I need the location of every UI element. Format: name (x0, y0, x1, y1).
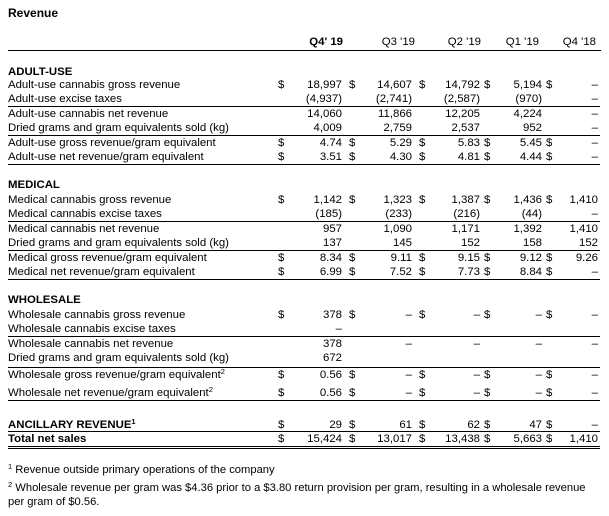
table-row (8, 150, 600, 164)
row-label-text: Wholesale net revenue/gram equivalent (8, 387, 209, 399)
value-cell: 158 (522, 237, 542, 249)
currency-symbol: $ (546, 151, 553, 163)
value-cell: 14,792 (445, 79, 480, 91)
section-wholesale: WHOLESALE (8, 294, 81, 306)
row-label (8, 207, 162, 221)
value-cell: (2,587) (443, 93, 480, 105)
currency-symbol: $ (484, 309, 491, 321)
currency-symbol: $ (419, 151, 426, 163)
value-cell: 1,171 (451, 223, 480, 235)
currency-symbol: $ (484, 419, 491, 431)
currency-symbol: $ (419, 419, 426, 431)
row-label (8, 432, 86, 446)
row-label-text: Medical net revenue/gram equivalent (8, 266, 195, 278)
value-cell: 5.29 (389, 137, 412, 149)
currency-symbol: $ (419, 266, 426, 278)
row-label-text: Dried grams and gram equivalents sold (kg) (8, 237, 229, 249)
row-label-text: Medical cannabis net revenue (8, 223, 160, 235)
row-label (8, 136, 216, 150)
row-label (8, 236, 229, 250)
column-header-q4-18: Q4 '18 (562, 36, 596, 48)
currency-symbol: $ (546, 419, 553, 431)
currency-symbol: $ (419, 369, 426, 381)
value-cell: 13,438 (445, 433, 480, 445)
value-cell: 672 (322, 352, 342, 364)
value-cell: 145 (392, 237, 412, 249)
value-cell: – (591, 137, 598, 149)
currency-symbol: $ (278, 266, 285, 278)
row-label (8, 121, 229, 135)
column-header-q1-19: Q1 '19 (505, 36, 539, 48)
value-cell: – (591, 93, 598, 105)
currency-symbol: $ (278, 419, 285, 431)
footnote-ref: 2 (208, 385, 213, 394)
currency-symbol: $ (419, 309, 426, 321)
value-cell: – (591, 369, 598, 381)
row-divider (8, 135, 600, 136)
footnote-1-text: Revenue outside primary operations of the company (15, 464, 275, 476)
currency-symbol: $ (419, 194, 426, 206)
table-row (8, 78, 600, 92)
currency-symbol: $ (278, 137, 285, 149)
currency-symbol: $ (484, 266, 491, 278)
row-label-text: Adult-use excise taxes (8, 93, 122, 105)
value-cell: 1,410 (569, 223, 598, 235)
header-divider (8, 50, 601, 51)
row-label (8, 351, 229, 365)
row-label (8, 386, 213, 400)
currency-symbol: $ (349, 419, 356, 431)
value-cell: – (591, 387, 598, 399)
row-divider (8, 367, 600, 368)
value-cell: 5.45 (519, 137, 542, 149)
row-label (8, 92, 122, 106)
value-cell: – (473, 387, 480, 399)
row-label-text: Adult-use cannabis net revenue (8, 108, 169, 120)
currency-symbol: $ (546, 252, 553, 264)
value-cell: – (473, 338, 480, 350)
table-row (8, 418, 600, 432)
value-cell: 47 (529, 419, 542, 431)
value-cell: 7.52 (389, 266, 412, 278)
value-cell: – (591, 151, 598, 163)
value-cell: 4.30 (389, 151, 412, 163)
table-row (8, 386, 600, 400)
table-row (8, 193, 600, 207)
value-cell: 5,663 (513, 433, 542, 445)
value-cell: 13,017 (377, 433, 412, 445)
row-label (8, 308, 185, 322)
currency-symbol: $ (278, 369, 285, 381)
value-cell: 957 (322, 223, 342, 235)
value-cell: – (473, 369, 480, 381)
currency-symbol: $ (349, 369, 356, 381)
value-cell: – (473, 309, 480, 321)
row-label-text: Adult-use net revenue/gram equivalent (8, 151, 204, 163)
value-cell: 2,537 (451, 122, 480, 134)
row-divider (8, 336, 600, 337)
value-cell: 12,205 (445, 108, 480, 120)
value-cell: 14,060 (307, 108, 342, 120)
currency-symbol: $ (349, 79, 356, 91)
table-row (8, 222, 600, 236)
currency-symbol: $ (546, 137, 553, 149)
row-label-text: ANCILLARY REVENUE (8, 419, 132, 431)
value-cell: – (591, 208, 598, 220)
table-row (8, 136, 600, 150)
value-cell: 14,607 (377, 79, 412, 91)
currency-symbol: $ (278, 309, 285, 321)
value-cell: 1,410 (569, 194, 598, 206)
row-divider (8, 279, 600, 280)
currency-symbol: $ (546, 433, 553, 445)
footnote-2 (8, 481, 601, 509)
currency-symbol: $ (278, 151, 285, 163)
table-row (8, 236, 600, 250)
value-cell: – (335, 323, 342, 335)
row-label-text: Wholesale gross revenue/gram equivalent (8, 369, 221, 381)
value-cell: (216) (453, 208, 480, 220)
value-cell: – (405, 338, 412, 350)
value-cell: 9.11 (390, 252, 412, 264)
value-cell: 11,866 (378, 108, 412, 120)
value-cell: 0.56 (319, 369, 342, 381)
currency-symbol: $ (349, 433, 356, 445)
footnote-ref: 1 (131, 417, 136, 426)
value-cell: – (405, 387, 412, 399)
currency-symbol: $ (278, 387, 285, 399)
table-row (8, 107, 600, 121)
value-cell: (233) (385, 208, 412, 220)
value-cell: 9.26 (575, 252, 598, 264)
value-cell: 0.56 (319, 387, 342, 399)
value-cell: 4.44 (519, 151, 542, 163)
currency-symbol: $ (349, 252, 356, 264)
value-cell: 6.99 (319, 266, 342, 278)
row-label-text: Total net sales (8, 433, 87, 445)
total-double-rule (8, 446, 600, 449)
value-cell: 9.15 (457, 252, 480, 264)
row-divider (8, 431, 600, 432)
row-label (8, 368, 225, 382)
value-cell: (185) (315, 208, 342, 220)
table-row (8, 121, 600, 135)
row-divider (8, 106, 600, 107)
currency-symbol: $ (419, 137, 426, 149)
value-cell: (2,741) (375, 93, 412, 105)
value-cell: 29 (329, 419, 342, 431)
value-cell: – (535, 369, 542, 381)
currency-symbol: $ (546, 309, 553, 321)
value-cell: – (591, 108, 598, 120)
value-cell: 378 (322, 338, 342, 350)
page-title: Revenue (8, 6, 59, 20)
value-cell: – (591, 309, 598, 321)
table-row (8, 207, 600, 221)
value-cell: 8.34 (319, 252, 342, 264)
row-divider (8, 400, 600, 401)
footnote-1-marker: 1 (8, 462, 13, 471)
row-divider (8, 250, 600, 251)
currency-symbol: $ (419, 252, 426, 264)
row-label (8, 150, 204, 164)
footnote-ref: 2 (220, 367, 225, 376)
currency-symbol: $ (546, 194, 553, 206)
column-header-q4-19: Q4' 19 (309, 36, 343, 48)
row-label (8, 337, 173, 351)
footnote-1 (8, 463, 601, 477)
currency-symbol: $ (484, 252, 491, 264)
table-row (8, 265, 600, 279)
row-label-text: Adult-use cannabis gross revenue (8, 79, 181, 91)
value-cell: 62 (467, 419, 480, 431)
value-cell: 4,009 (313, 122, 342, 134)
value-cell: – (591, 266, 598, 278)
value-cell: 137 (322, 237, 342, 249)
row-divider (8, 164, 600, 165)
value-cell: 4.74 (319, 137, 342, 149)
value-cell: 15,424 (307, 433, 342, 445)
currency-symbol: $ (484, 151, 491, 163)
value-cell: (44) (521, 208, 542, 220)
currency-symbol: $ (484, 387, 491, 399)
currency-symbol: $ (419, 79, 426, 91)
currency-symbol: $ (349, 137, 356, 149)
row-label (8, 265, 195, 279)
section-adult-use: ADULT-USE (8, 66, 73, 78)
currency-symbol: $ (278, 252, 285, 264)
value-cell: – (535, 387, 542, 399)
currency-symbol: $ (278, 433, 285, 445)
currency-symbol: $ (546, 79, 553, 91)
currency-symbol: $ (484, 79, 491, 91)
row-label-text: Wholesale cannabis gross revenue (8, 309, 186, 321)
value-cell: 4.81 (457, 151, 480, 163)
column-header-q3-19: Q3 '19 (381, 36, 415, 48)
currency-symbol: $ (484, 194, 491, 206)
row-label (8, 193, 171, 207)
currency-symbol: $ (484, 369, 491, 381)
section-medical: MEDICAL (8, 179, 60, 191)
currency-symbol: $ (546, 387, 553, 399)
value-cell: 8.84 (519, 266, 542, 278)
currency-symbol: $ (484, 137, 491, 149)
footnote-2-marker: 2 (8, 480, 13, 489)
currency-symbol: $ (419, 387, 426, 399)
currency-symbol: $ (278, 79, 285, 91)
currency-symbol: $ (349, 387, 356, 399)
currency-symbol: $ (546, 266, 553, 278)
row-label (8, 322, 176, 336)
value-cell: (4,937) (305, 93, 342, 105)
table-row (8, 351, 600, 365)
value-cell: 5.83 (457, 137, 480, 149)
value-cell: 378 (322, 309, 342, 321)
value-cell: 1,392 (513, 223, 542, 235)
value-cell: 1,142 (313, 194, 342, 206)
table-row (8, 432, 600, 446)
row-label-text: Dried grams and gram equivalents sold (kg) (8, 352, 229, 364)
value-cell: 1,436 (513, 194, 542, 206)
row-label (8, 78, 180, 92)
row-label-text: Wholesale cannabis excise taxes (8, 323, 176, 335)
value-cell: 3.51 (319, 151, 342, 163)
currency-symbol: $ (546, 369, 553, 381)
table-row (8, 368, 600, 382)
value-cell: 4,224 (513, 108, 542, 120)
row-label-text: Wholesale cannabis net revenue (8, 338, 174, 350)
row-label (8, 418, 136, 432)
value-cell: 7.73 (457, 266, 480, 278)
table-row (8, 251, 600, 265)
row-label-text: Medical cannabis excise taxes (8, 208, 162, 220)
value-cell: 2,759 (383, 122, 412, 134)
value-cell: – (591, 122, 598, 134)
value-cell: 952 (522, 122, 542, 134)
row-label (8, 222, 159, 236)
value-cell: – (405, 309, 412, 321)
value-cell: (970) (515, 93, 542, 105)
value-cell: 152 (460, 237, 480, 249)
value-cell: 61 (399, 419, 412, 431)
row-label (8, 251, 207, 265)
row-label-text: Adult-use gross revenue/gram equivalent (8, 137, 216, 149)
currency-symbol: $ (349, 151, 356, 163)
row-label (8, 107, 168, 121)
row-label-text: Medical cannabis gross revenue (8, 194, 172, 206)
value-cell: – (591, 338, 598, 350)
value-cell: – (591, 419, 598, 431)
value-cell: – (535, 338, 542, 350)
table-row (8, 322, 600, 336)
value-cell: 5,194 (513, 79, 542, 91)
value-cell: 9.12 (519, 252, 542, 264)
row-label-text: Medical gross revenue/gram equivalent (8, 252, 207, 264)
value-cell: 1,090 (383, 223, 412, 235)
table-row (8, 308, 600, 322)
row-divider (8, 221, 600, 222)
footnote-2-text: Wholesale revenue per gram was $4.36 prior to a $3.80 return provision per gram, resulting in a wholesale revenue per gram of $0.56. (8, 482, 586, 508)
row-label-text: Dried grams and gram equivalents sold (kg) (8, 122, 229, 134)
value-cell: – (591, 79, 598, 91)
currency-symbol: $ (484, 433, 491, 445)
column-header-q2-19: Q2 '19 (447, 36, 481, 48)
value-cell: – (405, 369, 412, 381)
table-row (8, 92, 600, 106)
currency-symbol: $ (349, 309, 356, 321)
currency-symbol: $ (349, 194, 356, 206)
currency-symbol: $ (349, 266, 356, 278)
value-cell: 1,387 (451, 194, 480, 206)
value-cell: 152 (578, 237, 598, 249)
value-cell: 1,323 (383, 194, 412, 206)
value-cell: 1,410 (569, 433, 598, 445)
currency-symbol: $ (278, 194, 285, 206)
value-cell: 18,997 (307, 79, 342, 91)
value-cell: – (535, 309, 542, 321)
currency-symbol: $ (419, 433, 426, 445)
table-row (8, 337, 600, 351)
